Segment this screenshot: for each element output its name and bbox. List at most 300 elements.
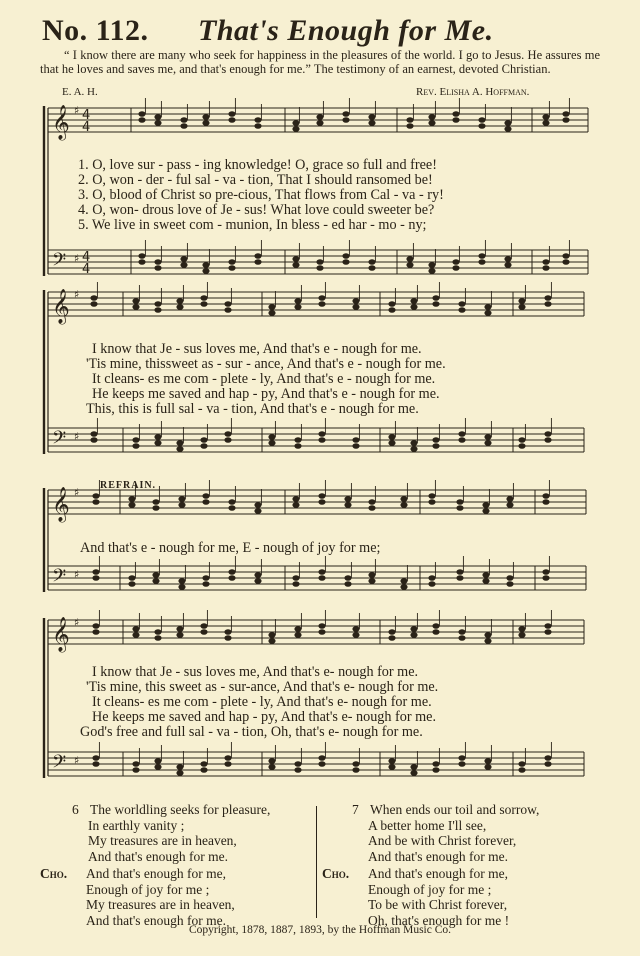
note-head bbox=[292, 581, 299, 587]
note-head bbox=[132, 626, 139, 632]
note-head bbox=[176, 440, 183, 446]
sharp-icon: ♯ bbox=[74, 754, 80, 767]
note-head bbox=[368, 505, 375, 511]
note-head bbox=[432, 767, 439, 773]
verse-number: 7 bbox=[352, 802, 359, 817]
note-head bbox=[542, 259, 549, 265]
note-head bbox=[292, 496, 299, 502]
note-head bbox=[318, 755, 325, 761]
note-head bbox=[152, 578, 159, 584]
note-head bbox=[458, 437, 465, 443]
note-head bbox=[294, 626, 301, 632]
note-head bbox=[400, 578, 407, 584]
note-head bbox=[316, 114, 323, 120]
note-head bbox=[432, 443, 439, 449]
note-head bbox=[506, 575, 513, 581]
note-head bbox=[352, 298, 359, 304]
note-head bbox=[352, 304, 359, 310]
note-head bbox=[268, 440, 275, 446]
note-head bbox=[542, 265, 549, 271]
note-head bbox=[178, 584, 185, 590]
note-head bbox=[180, 123, 187, 129]
lyric-line: It cleans- es me com - plete - ly, And that's e- nough for me. bbox=[92, 694, 432, 710]
verse-line: And that's enough for me. bbox=[368, 848, 509, 864]
note-head bbox=[268, 758, 275, 764]
note-head bbox=[176, 632, 183, 638]
note-head bbox=[180, 262, 187, 268]
note-head bbox=[228, 505, 235, 511]
note-head bbox=[432, 761, 439, 767]
note-head bbox=[544, 623, 551, 629]
verse-line: A better home I'll see, bbox=[368, 817, 487, 833]
note-head bbox=[506, 496, 513, 502]
chorus-label: Cho. bbox=[322, 866, 350, 881]
note-head bbox=[152, 499, 159, 505]
note-head bbox=[482, 502, 489, 508]
note-head bbox=[400, 584, 407, 590]
note-head bbox=[388, 434, 395, 440]
note-head bbox=[224, 635, 231, 641]
lyric-line: It cleans- es me com - plete - ly, And that's e - nough for me. bbox=[92, 371, 436, 387]
bass-clef-icon: 𝄢 bbox=[52, 566, 67, 591]
note-head bbox=[224, 761, 231, 767]
verse-line: Oh, that's enough for me ! bbox=[368, 912, 510, 928]
sharp-icon: ♯ bbox=[74, 568, 80, 581]
note-head bbox=[292, 502, 299, 508]
note-head bbox=[432, 437, 439, 443]
note-head bbox=[542, 120, 549, 126]
note-head bbox=[428, 493, 435, 499]
note-head bbox=[202, 268, 209, 274]
note-head bbox=[90, 437, 97, 443]
note-head bbox=[388, 635, 395, 641]
note-head bbox=[518, 632, 525, 638]
note-head bbox=[224, 437, 231, 443]
note-head bbox=[432, 629, 439, 635]
note-head bbox=[456, 505, 463, 511]
note-head bbox=[452, 265, 459, 271]
note-head bbox=[482, 578, 489, 584]
lyric-line: This, this is full sal - va - tion, And that's e - nough for me. bbox=[86, 401, 419, 417]
note-head bbox=[518, 767, 525, 773]
lyric-line: 'Tis mine, thissweet as - sur - ance, And that's e - nough for me. bbox=[86, 356, 446, 372]
note-head bbox=[458, 755, 465, 761]
note-head bbox=[138, 117, 145, 123]
note-head bbox=[154, 758, 161, 764]
note-head bbox=[268, 638, 275, 644]
lyric-line: He keeps me saved and hap - py, And that's e- nough for me. bbox=[92, 709, 437, 725]
lyric-line: 3. O, blood of Christ so pre-cious, That flows from Cal - va - ry! bbox=[78, 187, 444, 203]
note-head bbox=[176, 298, 183, 304]
note-head bbox=[484, 758, 491, 764]
note-head bbox=[458, 635, 465, 641]
note-head bbox=[92, 623, 99, 629]
note-head bbox=[406, 117, 413, 123]
note-head bbox=[504, 256, 511, 262]
note-head bbox=[518, 304, 525, 310]
note-head bbox=[478, 117, 485, 123]
note-head bbox=[318, 493, 325, 499]
note-head bbox=[254, 259, 261, 265]
note-head bbox=[342, 253, 349, 259]
verse-7 bbox=[352, 802, 539, 864]
note-head bbox=[128, 575, 135, 581]
sharp-icon: ♯ bbox=[74, 616, 80, 629]
note-head bbox=[428, 120, 435, 126]
note-head bbox=[456, 569, 463, 575]
note-head bbox=[484, 764, 491, 770]
note-head bbox=[154, 307, 161, 313]
note-head bbox=[344, 575, 351, 581]
note-head bbox=[202, 262, 209, 268]
note-head bbox=[318, 431, 325, 437]
note-head bbox=[292, 575, 299, 581]
note-head bbox=[410, 632, 417, 638]
note-head bbox=[316, 265, 323, 271]
note-head bbox=[352, 767, 359, 773]
treble-clef-icon: 𝄞 bbox=[52, 289, 70, 324]
note-head bbox=[388, 307, 395, 313]
note-head bbox=[388, 758, 395, 764]
sharp-icon: ♯ bbox=[74, 252, 80, 265]
note-head bbox=[200, 629, 207, 635]
note-head bbox=[154, 635, 161, 641]
note-head bbox=[410, 770, 417, 776]
note-head bbox=[484, 638, 491, 644]
note-head bbox=[432, 301, 439, 307]
note-head bbox=[368, 259, 375, 265]
note-head bbox=[294, 443, 301, 449]
note-head bbox=[562, 253, 569, 259]
note-head bbox=[138, 253, 145, 259]
note-head bbox=[368, 578, 375, 584]
note-head bbox=[484, 310, 491, 316]
note-head bbox=[544, 629, 551, 635]
verse-line: And that's enough for me, bbox=[86, 866, 227, 881]
note-head bbox=[400, 502, 407, 508]
note-head bbox=[154, 114, 161, 120]
note-head bbox=[478, 253, 485, 259]
verse-line: And that's enough for me. bbox=[88, 848, 229, 864]
note-head bbox=[344, 581, 351, 587]
note-head bbox=[452, 117, 459, 123]
lyric-line: 4. O, won- drous love of Je - sus! What love could sweeter be? bbox=[78, 202, 435, 218]
note-head bbox=[542, 569, 549, 575]
verse-line: In earthly vanity ; bbox=[88, 817, 185, 833]
time-signature: 4 bbox=[82, 120, 91, 135]
note-head bbox=[128, 502, 135, 508]
treble-clef-icon: 𝄞 bbox=[52, 105, 70, 140]
note-head bbox=[268, 434, 275, 440]
note-head bbox=[178, 578, 185, 584]
note-head bbox=[318, 499, 325, 505]
note-head bbox=[352, 626, 359, 632]
note-head bbox=[504, 262, 511, 268]
note-head bbox=[456, 499, 463, 505]
treble-clef-icon: 𝄞 bbox=[52, 617, 70, 652]
note-head bbox=[410, 446, 417, 452]
note-head bbox=[544, 437, 551, 443]
note-head bbox=[544, 295, 551, 301]
note-head bbox=[562, 259, 569, 265]
note-head bbox=[202, 493, 209, 499]
note-head bbox=[224, 307, 231, 313]
note-head bbox=[428, 268, 435, 274]
note-head bbox=[342, 111, 349, 117]
note-head bbox=[318, 623, 325, 629]
note-head bbox=[152, 505, 159, 511]
note-head bbox=[406, 256, 413, 262]
note-head bbox=[318, 629, 325, 635]
note-head bbox=[292, 120, 299, 126]
verse-line: And that's enough for me, bbox=[368, 866, 509, 881]
note-head bbox=[224, 431, 231, 437]
note-head bbox=[316, 120, 323, 126]
note-head bbox=[202, 120, 209, 126]
note-head bbox=[154, 440, 161, 446]
verse-line: The worldling seeks for pleasure, bbox=[90, 802, 271, 817]
note-head bbox=[410, 764, 417, 770]
epigraph: “ I know there are many who seek for happiness in the pleasures of the world. I go to Jesus. He assures me that he loves and saves me, and that's enough for me.” The testimony of an earnest, devoted Christian. bbox=[40, 48, 600, 76]
note-head bbox=[458, 629, 465, 635]
note-head bbox=[294, 632, 301, 638]
note-head bbox=[344, 502, 351, 508]
note-head bbox=[128, 496, 135, 502]
note-head bbox=[368, 572, 375, 578]
note-head bbox=[154, 265, 161, 271]
refrain-label: REFRAIN. bbox=[100, 480, 157, 491]
note-head bbox=[254, 123, 261, 129]
note-head bbox=[200, 437, 207, 443]
note-head bbox=[152, 572, 159, 578]
note-head bbox=[138, 259, 145, 265]
note-head bbox=[428, 581, 435, 587]
note-head bbox=[294, 304, 301, 310]
time-signature: 4 bbox=[82, 108, 91, 123]
note-head bbox=[544, 301, 551, 307]
note-head bbox=[352, 443, 359, 449]
note-head bbox=[562, 117, 569, 123]
note-head bbox=[518, 298, 525, 304]
note-head bbox=[544, 431, 551, 437]
note-head bbox=[318, 437, 325, 443]
note-head bbox=[542, 493, 549, 499]
note-head bbox=[318, 569, 325, 575]
note-head bbox=[294, 298, 301, 304]
note-head bbox=[132, 761, 139, 767]
note-head bbox=[484, 304, 491, 310]
note-head bbox=[154, 120, 161, 126]
note-head bbox=[344, 496, 351, 502]
note-head bbox=[368, 265, 375, 271]
note-head bbox=[132, 298, 139, 304]
verse-line: Enough of joy for me ; bbox=[368, 881, 492, 897]
verse-line: To be with Christ forever, bbox=[368, 897, 508, 912]
verse-line: Enough of joy for me ; bbox=[86, 881, 210, 897]
note-head bbox=[368, 499, 375, 505]
note-head bbox=[132, 437, 139, 443]
note-head bbox=[406, 123, 413, 129]
note-head bbox=[180, 117, 187, 123]
note-head bbox=[410, 298, 417, 304]
lyric-line: God's free and full sal - va - tion, Oh, that's e- nough for me. bbox=[80, 724, 423, 740]
verse-number: 6 bbox=[72, 802, 79, 817]
note-head bbox=[452, 259, 459, 265]
sharp-icon: ♯ bbox=[74, 430, 80, 443]
verse-line: And that's enough for me. bbox=[86, 912, 227, 928]
copyright: Copyright, 1878, 1887, 1893, by the Hoffman Music Co. bbox=[188, 924, 452, 936]
note-head bbox=[154, 434, 161, 440]
column-divider bbox=[316, 806, 317, 918]
note-head bbox=[294, 767, 301, 773]
note-head bbox=[428, 262, 435, 268]
note-head bbox=[254, 508, 261, 514]
note-head bbox=[228, 569, 235, 575]
note-head bbox=[342, 259, 349, 265]
note-head bbox=[92, 569, 99, 575]
note-head bbox=[176, 770, 183, 776]
note-head bbox=[154, 764, 161, 770]
note-head bbox=[484, 434, 491, 440]
note-head bbox=[458, 301, 465, 307]
note-head bbox=[92, 493, 99, 499]
note-head bbox=[138, 111, 145, 117]
note-head bbox=[484, 632, 491, 638]
words-credit: E. A. H. bbox=[62, 86, 98, 98]
time-signature: 4 bbox=[82, 250, 91, 265]
note-head bbox=[92, 575, 99, 581]
note-head bbox=[316, 259, 323, 265]
note-head bbox=[176, 626, 183, 632]
note-head bbox=[228, 499, 235, 505]
note-head bbox=[506, 502, 513, 508]
note-head bbox=[352, 632, 359, 638]
verse-line: My treasures are in heaven, bbox=[88, 833, 237, 848]
note-head bbox=[268, 764, 275, 770]
lyric-line: And that's e - nough for me, E - nough of joy for me; bbox=[80, 540, 381, 556]
note-head bbox=[504, 126, 511, 132]
note-head bbox=[478, 123, 485, 129]
note-head bbox=[518, 437, 525, 443]
note-head bbox=[154, 259, 161, 265]
note-head bbox=[268, 304, 275, 310]
time-signature: 4 bbox=[82, 262, 91, 277]
note-head bbox=[92, 499, 99, 505]
sharp-icon: ♯ bbox=[74, 486, 80, 499]
note-head bbox=[132, 443, 139, 449]
note-head bbox=[178, 496, 185, 502]
bass-clef-icon: 𝄢 bbox=[52, 250, 67, 275]
note-head bbox=[504, 120, 511, 126]
note-head bbox=[176, 304, 183, 310]
note-head bbox=[292, 262, 299, 268]
note-head bbox=[178, 502, 185, 508]
note-head bbox=[342, 117, 349, 123]
note-head bbox=[254, 253, 261, 259]
note-head bbox=[268, 310, 275, 316]
note-head bbox=[458, 307, 465, 313]
lyric-line: He keeps me saved and hap - py, And that's e - nough for me. bbox=[92, 386, 440, 402]
note-head bbox=[200, 623, 207, 629]
hymn-title: That's Enough for Me. bbox=[198, 14, 494, 47]
note-head bbox=[200, 761, 207, 767]
note-head bbox=[458, 761, 465, 767]
note-head bbox=[542, 499, 549, 505]
note-head bbox=[544, 755, 551, 761]
note-head bbox=[200, 301, 207, 307]
note-head bbox=[154, 301, 161, 307]
bass-clef-icon: 𝄢 bbox=[52, 752, 67, 777]
note-head bbox=[132, 632, 139, 638]
note-head bbox=[228, 259, 235, 265]
note-head bbox=[428, 499, 435, 505]
note-head bbox=[456, 575, 463, 581]
note-head bbox=[410, 304, 417, 310]
note-head bbox=[406, 262, 413, 268]
note-head bbox=[518, 761, 525, 767]
note-head bbox=[228, 265, 235, 271]
note-head bbox=[92, 629, 99, 635]
note-head bbox=[228, 117, 235, 123]
note-head bbox=[388, 440, 395, 446]
note-head bbox=[176, 446, 183, 452]
note-head bbox=[292, 126, 299, 132]
note-head bbox=[254, 572, 261, 578]
chorus-6 bbox=[40, 866, 235, 928]
sharp-icon: ♯ bbox=[74, 104, 80, 117]
note-head bbox=[388, 629, 395, 635]
note-head bbox=[228, 575, 235, 581]
note-head bbox=[562, 111, 569, 117]
note-head bbox=[452, 111, 459, 117]
note-head bbox=[318, 295, 325, 301]
note-head bbox=[410, 440, 417, 446]
note-head bbox=[388, 301, 395, 307]
note-head bbox=[200, 295, 207, 301]
chorus-label: Cho. bbox=[40, 866, 68, 881]
lyric-line: 'Tis mine, this sweet as - sur-ance, And that's e- nough for me. bbox=[86, 679, 439, 695]
note-head bbox=[518, 443, 525, 449]
note-head bbox=[428, 114, 435, 120]
note-head bbox=[432, 295, 439, 301]
note-head bbox=[518, 626, 525, 632]
note-head bbox=[202, 575, 209, 581]
note-head bbox=[292, 256, 299, 262]
note-head bbox=[200, 767, 207, 773]
note-head bbox=[482, 508, 489, 514]
note-head bbox=[352, 437, 359, 443]
lyric-line: I know that Je - sus loves me, And that's e- nough for me. bbox=[92, 664, 419, 680]
verse-line: My treasures are in heaven, bbox=[86, 897, 235, 912]
note-head bbox=[132, 304, 139, 310]
note-head bbox=[202, 581, 209, 587]
note-head bbox=[428, 575, 435, 581]
note-head bbox=[458, 431, 465, 437]
note-head bbox=[224, 301, 231, 307]
sharp-icon: ♯ bbox=[74, 288, 80, 301]
note-head bbox=[92, 755, 99, 761]
note-head bbox=[90, 431, 97, 437]
note-head bbox=[254, 578, 261, 584]
note-head bbox=[176, 764, 183, 770]
treble-clef-icon: 𝄞 bbox=[52, 487, 70, 522]
note-head bbox=[254, 117, 261, 123]
note-head bbox=[484, 440, 491, 446]
note-head bbox=[544, 761, 551, 767]
note-head bbox=[224, 755, 231, 761]
verse-line: When ends our toil and sorrow, bbox=[370, 802, 540, 817]
note-head bbox=[254, 502, 261, 508]
